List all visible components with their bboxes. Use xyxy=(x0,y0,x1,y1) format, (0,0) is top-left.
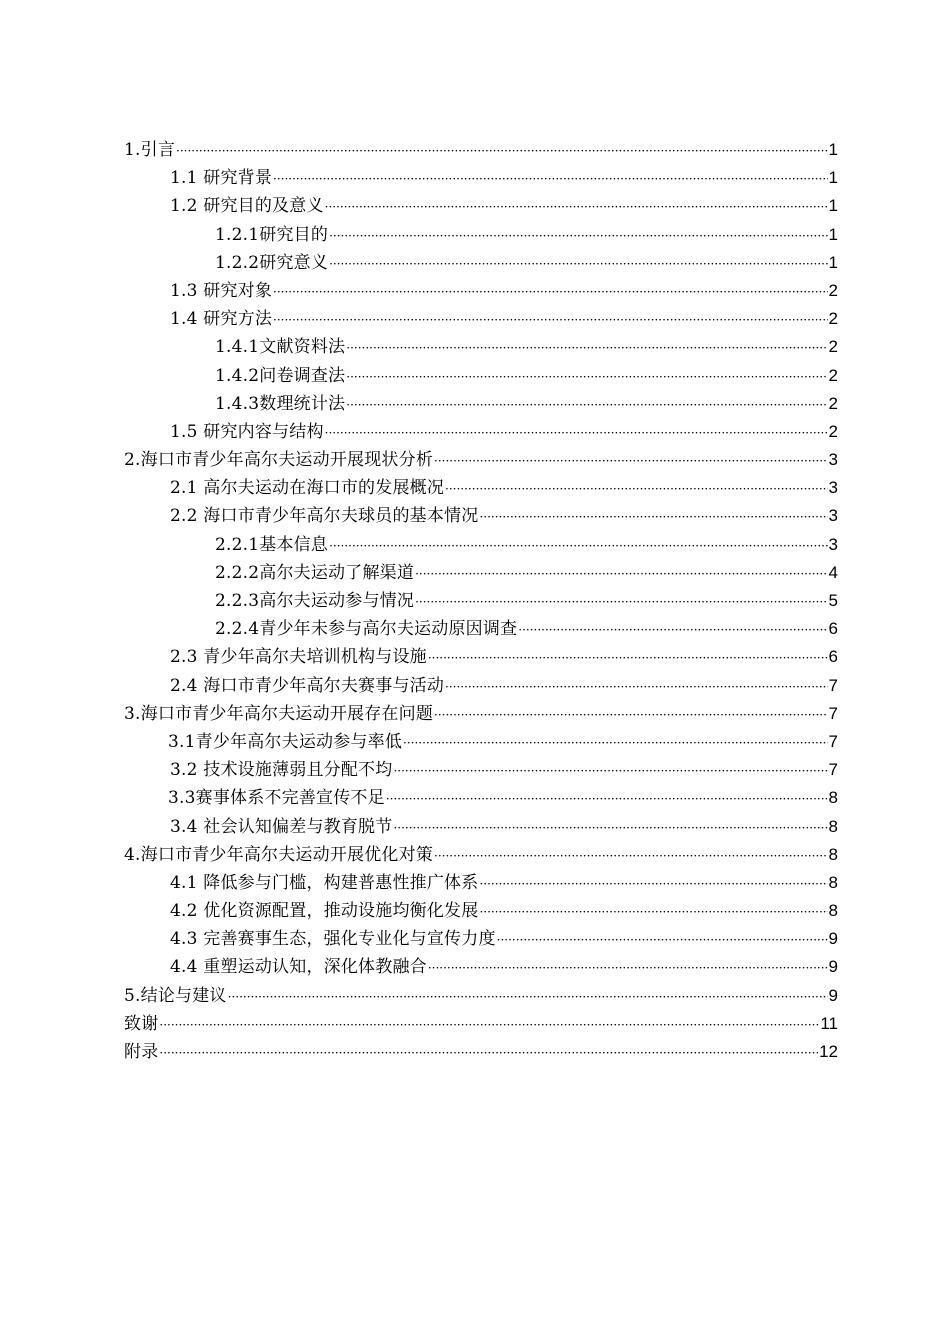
toc-entry-page: 2 xyxy=(828,365,838,385)
toc-entry[interactable] xyxy=(124,672,838,700)
toc-entry-page: 7 xyxy=(828,760,838,780)
toc-entry-title: 3.3赛事体系不完善宣传不足 xyxy=(168,788,385,809)
toc-entry[interactable] xyxy=(124,164,838,192)
toc-entry-title: 2.2 海口市青少年高尔夫球员的基本情况 xyxy=(170,506,479,527)
toc-entry-page: 7 xyxy=(828,731,838,751)
toc-dot-leader xyxy=(445,475,827,503)
toc-entry-page: 8 xyxy=(828,844,838,864)
toc-entry[interactable] xyxy=(124,813,838,841)
toc-entry-title: 1.5 研究内容与结构 xyxy=(170,421,324,442)
toc-dot-leader xyxy=(445,673,827,701)
toc-entry-title: 1.4.2问卷调查法 xyxy=(215,365,346,386)
toc-entry-page: 8 xyxy=(828,788,838,808)
toc-entry-page: 2 xyxy=(828,309,838,329)
toc-entry-page: 2 xyxy=(828,421,838,441)
toc-entry-page: 5 xyxy=(828,591,838,610)
toc-entry[interactable] xyxy=(124,700,838,728)
toc-entry-title: 4.海口市青少年高尔夫运动开展优化对策 xyxy=(124,844,434,865)
toc-entry[interactable] xyxy=(124,249,838,277)
toc-entry-page: 3 xyxy=(828,478,838,498)
toc-entry[interactable] xyxy=(124,841,838,869)
toc-entry-page: 3 xyxy=(828,506,838,526)
toc-entry-title: 4.1 降低参与门槛，构建普惠性推广体系 xyxy=(170,872,479,893)
toc-entry-page: 1 xyxy=(828,140,838,159)
toc-entry-page: 2 xyxy=(828,337,838,357)
toc-entry-title: 1.2.2研究意义 xyxy=(215,252,329,273)
toc-entry-title: 1.3 研究对象 xyxy=(170,280,273,301)
toc-entry-title: 2.1 高尔夫运动在海口市的发展概况 xyxy=(170,478,445,499)
toc-entry[interactable] xyxy=(124,756,838,784)
toc-entry-title: 3.1青少年高尔夫运动参与率低 xyxy=(168,731,403,752)
toc-entry-page: 7 xyxy=(828,703,838,723)
toc-entry[interactable] xyxy=(124,531,838,559)
toc-dot-leader xyxy=(176,137,828,165)
toc-dot-leader xyxy=(329,222,827,250)
toc-entry[interactable] xyxy=(124,728,838,756)
toc-entry[interactable] xyxy=(124,305,838,333)
toc-entry-title: 1.2.1研究目的 xyxy=(215,224,329,245)
toc-dot-leader xyxy=(346,391,827,419)
toc-entry[interactable] xyxy=(124,362,838,390)
toc-entry-title: 4.3 完善赛事生态，强化专业化与宣传力度 xyxy=(170,929,496,950)
toc-entry-title: 2.2.1基本信息 xyxy=(215,534,329,555)
toc-entry-title: 1.4.1文献资料法 xyxy=(215,337,346,358)
toc-entry[interactable] xyxy=(124,390,838,418)
toc-dot-leader xyxy=(386,785,828,813)
toc-dot-leader xyxy=(428,644,828,672)
toc-entry-title: 1.2 研究目的及意义 xyxy=(170,196,324,217)
toc-entry[interactable] xyxy=(124,277,838,305)
toc-entry[interactable] xyxy=(124,587,838,615)
toc-dot-leader xyxy=(228,983,828,1011)
toc-entry-page: 9 xyxy=(828,957,838,977)
toc-entry-page: 3 xyxy=(828,450,838,470)
toc-entry[interactable] xyxy=(124,953,838,981)
toc-entry-title: 附录 xyxy=(124,1042,159,1062)
toc-dot-leader xyxy=(159,1039,818,1067)
toc-entry-page: 1 xyxy=(828,168,838,188)
toc-entry-title: 3.海口市青少年高尔夫运动开展存在问题 xyxy=(124,703,434,724)
toc-dot-leader xyxy=(273,306,827,334)
toc-dot-leader xyxy=(434,842,828,870)
toc-entry-title: 2.4 海口市青少年高尔夫赛事与活动 xyxy=(170,675,445,696)
toc-dot-leader xyxy=(325,419,828,447)
toc-entry[interactable] xyxy=(124,474,838,502)
toc-dot-leader xyxy=(434,701,828,729)
toc-dot-leader xyxy=(479,870,827,898)
toc-entry-title: 1.引言 xyxy=(124,140,176,160)
toc-entry-page: 8 xyxy=(828,816,838,836)
toc-dot-leader xyxy=(518,616,827,644)
toc-entry[interactable] xyxy=(124,136,838,164)
toc-dot-leader xyxy=(415,588,827,616)
toc-entry-page: 3 xyxy=(828,534,838,554)
toc-entry-title: 1.1 研究背景 xyxy=(170,168,273,189)
toc-entry-page: 9 xyxy=(828,985,838,1005)
toc-entry[interactable] xyxy=(124,1038,838,1066)
toc-entry[interactable] xyxy=(124,982,838,1010)
toc-entry-title: 3.4 社会认知偏差与教育脱节 xyxy=(170,816,393,837)
toc-entry[interactable] xyxy=(124,559,838,587)
toc-dot-leader xyxy=(479,898,827,926)
toc-entry-title: 4.2 优化资源配置，推动设施均衡化发展 xyxy=(170,901,479,922)
toc-dot-leader xyxy=(403,729,827,757)
toc-entry[interactable] xyxy=(124,192,838,220)
toc-entry-page: 2 xyxy=(828,280,838,300)
toc-entry-title: 2.2.2高尔夫运动了解渠道 xyxy=(215,562,415,583)
toc-dot-leader xyxy=(325,193,828,221)
toc-dot-leader xyxy=(393,814,827,842)
toc-entry-page: 2 xyxy=(828,393,838,413)
toc-dot-leader xyxy=(415,560,827,588)
toc-entry[interactable] xyxy=(124,643,838,671)
toc-entry[interactable] xyxy=(124,784,838,812)
toc-entry-page: 7 xyxy=(828,675,838,695)
toc-dot-leader xyxy=(393,757,827,785)
toc-dot-leader xyxy=(273,165,827,193)
toc-entry-page: 6 xyxy=(828,647,838,667)
toc-entry-page: 11 xyxy=(820,1013,838,1033)
toc-entry-page: 6 xyxy=(828,619,838,639)
toc-entry-page: 9 xyxy=(828,929,838,949)
toc-entry[interactable] xyxy=(124,897,838,925)
toc-entry-page: 8 xyxy=(828,901,838,921)
toc-entry-page: 1 xyxy=(828,252,838,272)
toc-entry-page: 12 xyxy=(819,1042,838,1061)
toc-entry[interactable] xyxy=(124,221,838,249)
toc-entry-page: 1 xyxy=(828,224,838,244)
toc-dot-leader xyxy=(329,532,827,560)
toc-entry-title: 3.2 技术设施薄弱且分配不均 xyxy=(170,760,393,781)
toc-entry[interactable] xyxy=(124,502,838,530)
toc-entry[interactable] xyxy=(124,869,838,897)
toc-dot-leader xyxy=(346,334,827,362)
toc-dot-leader xyxy=(273,278,827,306)
toc-entry-title: 2.2.3高尔夫运动参与情况 xyxy=(215,591,415,611)
toc-entry-title: 5.结论与建议 xyxy=(124,985,227,1006)
toc-entry[interactable] xyxy=(124,615,838,643)
toc-entry-title: 2.3 青少年高尔夫培训机构与设施 xyxy=(170,647,427,668)
toc-entry[interactable] xyxy=(124,446,838,474)
toc-entry-title: 2.2.4青少年未参与高尔夫运动原因调查 xyxy=(215,619,518,640)
toc-entry[interactable] xyxy=(124,333,838,361)
toc-entry-title: 2.海口市青少年高尔夫运动开展现状分析 xyxy=(124,450,434,471)
toc-entry[interactable] xyxy=(124,418,838,446)
toc-dot-leader xyxy=(434,447,828,475)
toc-dot-leader xyxy=(497,926,828,954)
toc-dot-leader xyxy=(479,503,827,531)
table-of-contents xyxy=(124,136,838,1066)
toc-entry[interactable] xyxy=(124,1010,838,1038)
toc-entry-page: 1 xyxy=(828,196,838,216)
toc-dot-leader xyxy=(329,250,827,278)
toc-entry-page: 4 xyxy=(828,562,838,582)
toc-entry-title: 1.4 研究方法 xyxy=(170,309,273,330)
toc-entry-title: 致谢 xyxy=(124,1013,159,1034)
toc-dot-leader xyxy=(159,1011,819,1039)
toc-entry[interactable] xyxy=(124,925,838,953)
toc-entry-page: 8 xyxy=(828,872,838,892)
toc-entry-title: 4.4 重塑运动认知，深化体教融合 xyxy=(170,957,427,978)
toc-entry-title: 1.4.3数理统计法 xyxy=(215,393,346,414)
toc-dot-leader xyxy=(428,954,828,982)
toc-dot-leader xyxy=(346,363,827,391)
